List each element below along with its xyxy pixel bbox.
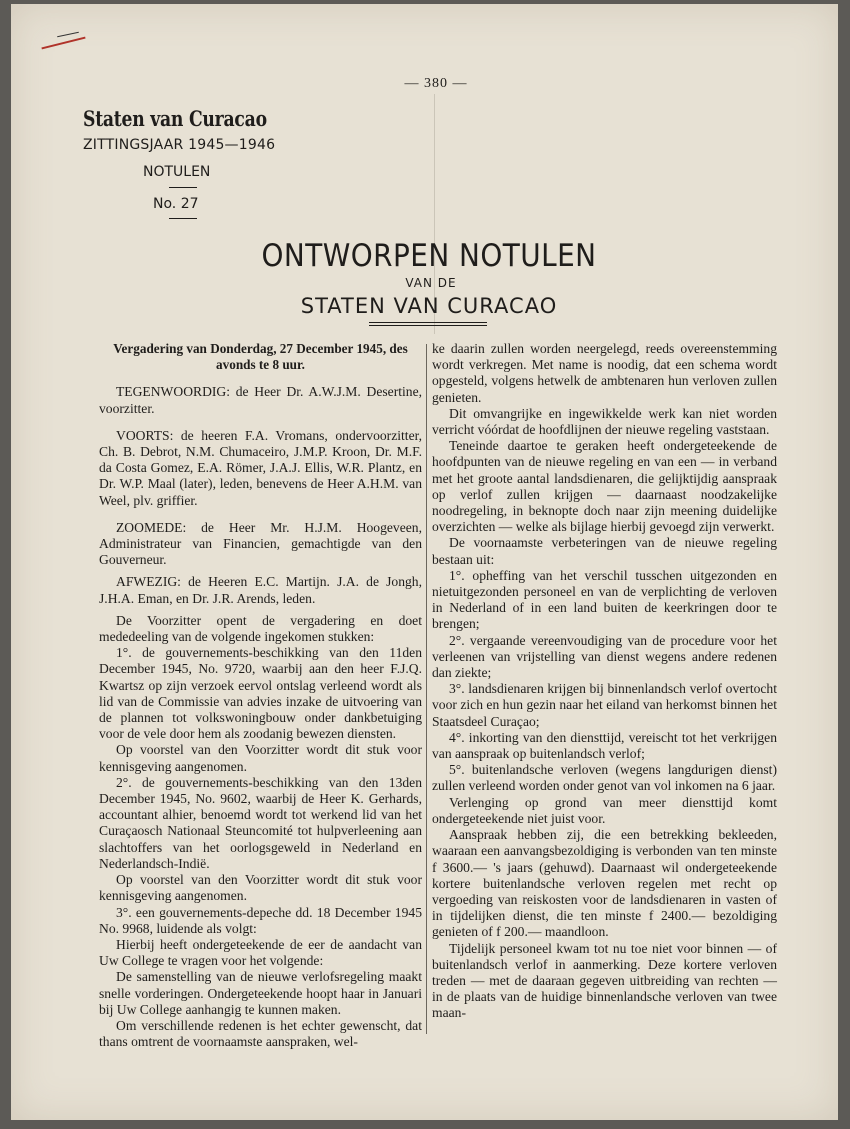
paragraph: Verlenging op grond van meer diensttijd komt ondergeteekende niet juist voor. (432, 794, 777, 826)
paragraph: 1°. de gouvernements-beschikking van den 11den December 1945, No. 9720, waarbij aan den heer F.J.Q. Kwartsz op zijn verzoek eervol ontslag verleend wordt als lid van de Commissie van advies inzake de uitvoering van de plannen tot volkswoningbouw onder dankbetuiging voor de vele door hem als zoodanig bewezen diensten. (99, 645, 422, 742)
page-number: — 380 — (404, 76, 468, 91)
paragraph: Om verschillende redenen is het echter gewenscht, dat thans omtrent de voornaamste aanspraken, wel- (99, 1017, 422, 1050)
document-header (83, 106, 303, 212)
main-title: ONTWORPEN NOTULEN (261, 238, 597, 274)
paragraph: 2°. de gouvernements-beschikking van den 13den December 1945, No. 9602, waarbij de Heer K. Gerhards, accountant alhier, benoemd wordt tot werkend lid van het Curaçaosch Nationaal Steuncomité tot hulpverleening aan slachtoffers van het oorlogsgeweld in Nederland en Nederlandsch-Indië. (99, 774, 422, 871)
paragraph: De voornaamste verbeteringen van de nieuwe regeling bestaan uit: (432, 535, 777, 567)
paragraph: Op voorstel van den Voorzitter wordt dit stuk voor kennisgeving aangenomen. (99, 872, 422, 904)
session-label: ZITTINGSJAAR 1945—1946 (83, 137, 276, 153)
paragraph: ke daarin zullen worden neergelegd, reeds overeenstemming wordt verkregen. Met name is noodig, dat een schema wordt opgesteld, volgens hetwelk de ambtenaren hun verloven zullen genieten. (432, 341, 777, 405)
header-rule (169, 187, 197, 188)
paragraph: Aanspraak hebben zij, die een betrekking bekleeden, waaraan een aanvangsbezoldiging is verbonden van ten minste f 3600.— 's jaars (gehuwd). Daarnaast wil ondergeteekende kortere buitenlandsche verloven regelen met recht op vergoeding van reiskosten voor de landsdienaren in vasten of in tijdelijken dienst, die ten minste f 2400.— bezoldiging genieten of f 200.— maandloon. (432, 827, 777, 940)
body-title: Staten van Curacao (83, 106, 267, 131)
column-divider (426, 344, 427, 1034)
paragraph: TEGENWOORDIG: de Heer Dr. A.W.J.M. Desertine, voorzitter. (99, 384, 422, 416)
issue-number: No. 27 (153, 196, 199, 212)
paragraph: 2°. vergaande vereenvoudiging van de procedure voor het verleenen van vrijstelling van dienst wegens andere redenen dan ziekte; (432, 632, 777, 681)
title-rule (369, 325, 487, 326)
paragraph: De Voorzitter opent de vergadering en doet mededeeling van de volgende ingekomen stukken: (99, 612, 422, 645)
meeting-line: Vergadering van Donderdag, 27 December 1945, des avonds te 8 uur. (113, 341, 408, 373)
paragraph: 3°. een gouvernements-depeche dd. 18 December 1945 No. 9968, luidende als volgt: (99, 904, 422, 936)
ink-mark (57, 32, 79, 38)
paragraph: VOORTS: de heeren F.A. Vromans, ondervoorzitter, Ch. B. Debrot, N.M. Chumaceiro, J.M.P. Kroon, Dr. M.F. da Costa Gomez, E.A. Römer, J.A.J. Ellis, W.R. Plantz, en Dr. W.P. Maal (later), leden, benevens de Heer A.H.M. van Weel, plv. griffier. (99, 427, 422, 508)
paragraph: 3°. landsdienaren krijgen bij binnenlandsch verlof overtocht voor zich en hun gezin naar het eiland van herkomst binnen het Staatsdeel Curaçao; (432, 681, 777, 729)
header-rule (169, 218, 197, 219)
title-rule (369, 322, 487, 323)
paragraph: Dit omvangrijke en ingewikkelde werk kan niet worden verricht vóórdat de hoofdlijnen der nieuwe regeling vaststaan. (432, 405, 777, 438)
red-pencil-mark (41, 37, 85, 50)
paragraph: De samenstelling van de nieuwe verlofsregeling maakt snelle vorderingen. Ondergeteekende hoopt haar in Januari bij Uw College aanhangig te kunnen maken. (99, 969, 422, 1017)
document-page (11, 4, 838, 1120)
paragraph: ZOOMEDE: de Heer Mr. H.J.M. Hoogeveen, Administrateur van Financien, gemachtigde van den Gouverneur. (99, 519, 422, 568)
minutes-label: NOTULEN (143, 164, 211, 180)
paragraph: 5°. buitenlandsche verloven (wegens langdurigen dienst) zullen verleend worden onder genot van vol inkomen na 6 jaar. (432, 762, 777, 794)
paragraph: Tijdelijk personeel kwam tot nu toe niet voor binnen — of buitenlandsch verlof in aanmerking. Deze kortere verloven treden — met de daaraan gegeven uitbreiding van rechten — in de plaats van de huidige binnenlandsche verloven van twee maan- (432, 940, 777, 1021)
paragraph: Hierbij heeft ondergeteekende de eer de aandacht van Uw College te vragen voor het volgende: (99, 936, 422, 969)
paragraph: 4°. inkorting van den diensttijd, vereischt tot het verkrijgen van aanspraak op buitenlandsch verlof; (432, 729, 777, 762)
paragraph: Teneinde daartoe te geraken heeft ondergeteekende de hoofdpunten van de nieuwe regeling en van een — in verband met het groote aantal landsdienaren, die gelijktijdig aanspraak op verlof zullen krijgen — daarnaast noodzakelijke noodregeling, in beknopte doch naar zijn meening duidelijke overzichten — welke als bijlage hierbij gevoegd zijn verwerkt. (432, 438, 777, 535)
title-connector: VAN DE (405, 276, 457, 290)
paragraph: Op voorstel van den Voorzitter wordt dit stuk voor kennisgeving aangenomen. (99, 742, 422, 774)
sub-title: STATEN VAN CURACAO (300, 294, 558, 318)
left-column (99, 341, 422, 1050)
paragraph: AFWEZIG: de Heeren E.C. Martijn. J.A. de Jongh, J.H.A. Eman, en Dr. J.R. Arends, leden. (99, 574, 422, 606)
paragraph: 1°. opheffing van het verschil tusschen uitgezonden en nietuitgezonden personeel en van de verplichting de verloven in Nederland of in een land buiten de keerkringen door te brengen; (432, 567, 777, 632)
right-column (432, 341, 777, 1022)
